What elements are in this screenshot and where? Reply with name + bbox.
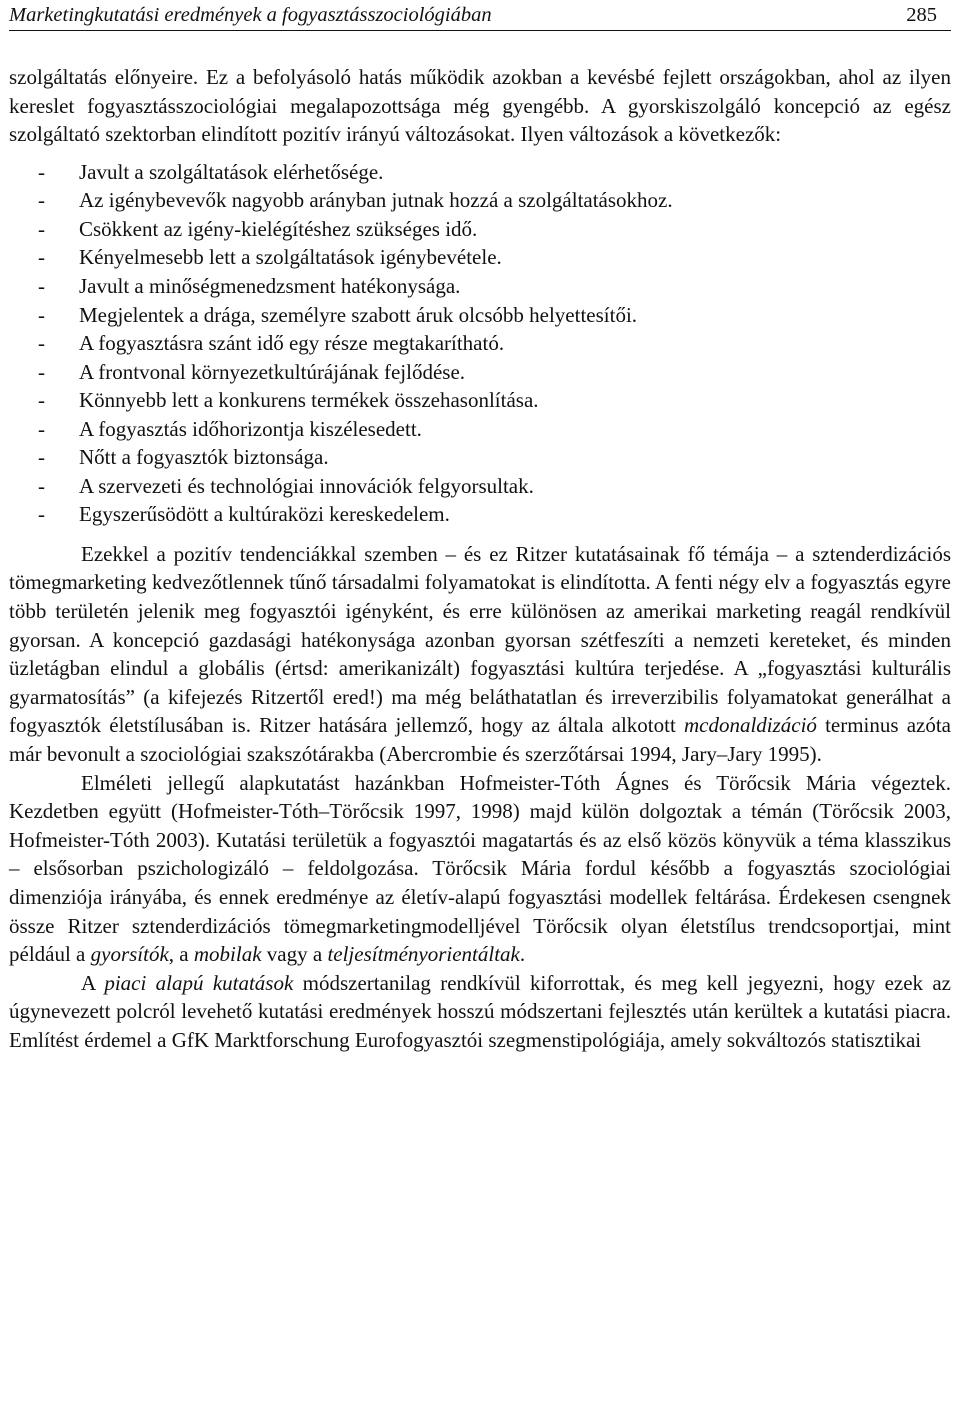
- list-item: [9, 301, 951, 330]
- list-item: [9, 500, 951, 529]
- list-item-text: Csökkent az igény-kielégítéshez szükséges idő.: [79, 216, 478, 241]
- paragraph-ritzer-text-1: Ezekkel a pozitív tendenciákkal szemben – és ez Ritzer kutatásainak fő témája – a sztenderdizációs tömegmarketing kedvezőtlennek tűnő társadalmi folyamatokat is elindította. A fenti négy elv a fogyasztás egyre több területén jelenik meg fogyasztói igényként, és erre különösen az amerikai marketing reagál rendkívül gyorsan. A koncepció gazdasági hatékonysága azonban gyorsan szétfeszíti a nemzeti kereteket, és minden üzletágban elindul a globális (értsd: amerikanizált) fogyasztási kultúra terjedése. A „fogyasztási kulturális gyarmatosítás” (a kifejezés Ritzertől ered!) ma még beláthatatlan és irreverzibilis folyamatokat generálhat a fogyasztók életstílusában is. Ritzer hatására jellemző, hogy az általa alkotott: [9, 541, 951, 738]
- list-item-text: Az igénybevevők nagyobb arányban jutnak hozzá a szolgáltatásokhoz.: [79, 188, 673, 213]
- list-bullet-dash: -: [38, 473, 45, 498]
- list-item: [9, 215, 951, 244]
- list-item: [9, 358, 951, 387]
- list-bullet-dash: -: [38, 159, 45, 184]
- list-item-text: Kényelmesebb lett a szolgáltatások igénybevétele.: [79, 245, 502, 270]
- page-body: [9, 63, 951, 1055]
- list-item: [9, 243, 951, 272]
- list-bullet-dash: -: [38, 388, 45, 413]
- running-header: [9, 0, 951, 31]
- list-item-text: Javult a szolgáltatások elérhetősége.: [79, 159, 384, 184]
- paragraph-hungarian-text-3: vagy a: [261, 942, 328, 967]
- list-bullet-dash: -: [38, 502, 45, 527]
- list-bullet-dash: -: [38, 359, 45, 384]
- list-bullet-dash: -: [38, 273, 45, 298]
- list-bullet-dash: -: [38, 302, 45, 327]
- list-item-text: A frontvonal környezetkultúrájának fejlődése.: [79, 359, 466, 384]
- running-header-title: Marketingkutatási eredmények a fogyasztásszociológiában: [9, 4, 492, 26]
- paragraph-ritzer-text-2: terminus azóta már bevonult a szociológiai szakszótárakba (Abercrombie és szerzőtársai 1994, Jary–Jary 1995).: [9, 713, 951, 767]
- list-item-text: A fogyasztásra szánt idő egy része megtakarítható.: [79, 331, 505, 356]
- paragraph-market-research: [9, 969, 951, 1055]
- list-bullet-dash: -: [38, 216, 45, 241]
- list-item: [9, 186, 951, 215]
- paragraph-market-text-2: módszertanilag rendkívül kiforrottak, és meg kell jegyezni, hogy ezek az úgynevezett polcról levehető kutatási eredmények hosszú módszertani fejlesztés után kerültek a kutatási piacra. Említést érdemel a GfK Marktforschung Eurofogyasztói szegmenstipológiája, amely sokváltozós statisztikai: [9, 970, 952, 1052]
- page-number: 285: [906, 4, 937, 26]
- list-item-text: Javult a minőségmenedzsment hatékonysága.: [79, 273, 461, 298]
- paragraph-ritzer: [9, 540, 951, 769]
- list-item-text: A fogyasztás időhorizontja kiszélesedett.: [79, 416, 422, 441]
- list-item-text: A szervezeti és technológiai innovációk felgyorsultak.: [79, 473, 534, 498]
- paragraph-market-text-1: A: [81, 970, 105, 995]
- term-teljesitmenyorientaltak: teljesítményorientáltak: [327, 942, 520, 967]
- term-mobilak: mobilak: [193, 942, 262, 967]
- term-mcdonaldization: mcdonaldizáció: [683, 713, 817, 738]
- list-item: [9, 443, 951, 472]
- list-bullet-dash: -: [38, 416, 45, 441]
- list-item-text: Megjelentek a drága, személyre szabott áruk olcsóbb helyettesítői.: [79, 302, 638, 327]
- list-item-text: Nőtt a fogyasztók biztonsága.: [79, 445, 329, 470]
- list-item: [9, 386, 951, 415]
- list-bullet-dash: -: [38, 445, 45, 470]
- paragraph-hungarian-text-1: Elméleti jellegű alapkutatást hazánkban Hofmeister-Tóth Ágnes és Törőcsik Mária végeztek. Kezdetben együtt (Hofmeister-Tóth–Törőcsik 1997, 1998) majd külön dolgoztak a témán (Törőcsik 2003, Hofmeister-Tóth 2003). Kutatási területük a fogyasztói magatartás és az első közös könyvük a téma klasszikus – elsősorban pszichologizáló – feldolgozása. Törőcsik Mária fordul később a fogyasztás szociológiai dimenziója irányába, és ennek eredménye az életív-alapú fogyasztási modellek feltárása. Érdekesen csengnek össze Ritzer sztenderdizációs tömegmarketingmodelljével Törőcsik olyan életstílus trendcsoportjai, mint például a: [9, 770, 951, 967]
- list-bullet-dash: -: [38, 331, 45, 356]
- document-page: [9, 0, 951, 1055]
- paragraph-hungarian-research: [9, 769, 951, 969]
- list-item: [9, 329, 951, 358]
- list-item-text: Könnyebb lett a konkurens termékek összehasonlítása.: [79, 388, 539, 413]
- list-bullet-dash: -: [38, 188, 45, 213]
- paragraph-hungarian-text-4: .: [519, 942, 526, 967]
- list-item-text: Egyszerűsödött a kultúraközi kereskedelem.: [79, 502, 450, 527]
- list-item: [9, 472, 951, 501]
- list-item: [9, 272, 951, 301]
- term-gyorsitok: gyorsítók: [90, 942, 169, 967]
- list-bullet-dash: -: [38, 245, 45, 270]
- paragraph-hungarian-text-2: , a: [168, 942, 194, 967]
- list-item: [9, 158, 951, 187]
- intro-paragraph: szolgáltatás előnyeire. Ez a befolyásoló hatás működik azokban a kevésbé fejlett országokban, ahol az ilyen kereslet fogyasztásszociológiai megalapozottsága még gyengébb. A gyorskiszolgáló koncepció az egész szolgáltató szektorban elindított pozitív irányú változásokat. Ilyen változások a következők:: [9, 65, 951, 147]
- list-item: [9, 415, 951, 444]
- term-piaci-alapu-kutatasok: piaci alapú kutatások: [104, 970, 294, 995]
- change-list: [9, 158, 951, 529]
